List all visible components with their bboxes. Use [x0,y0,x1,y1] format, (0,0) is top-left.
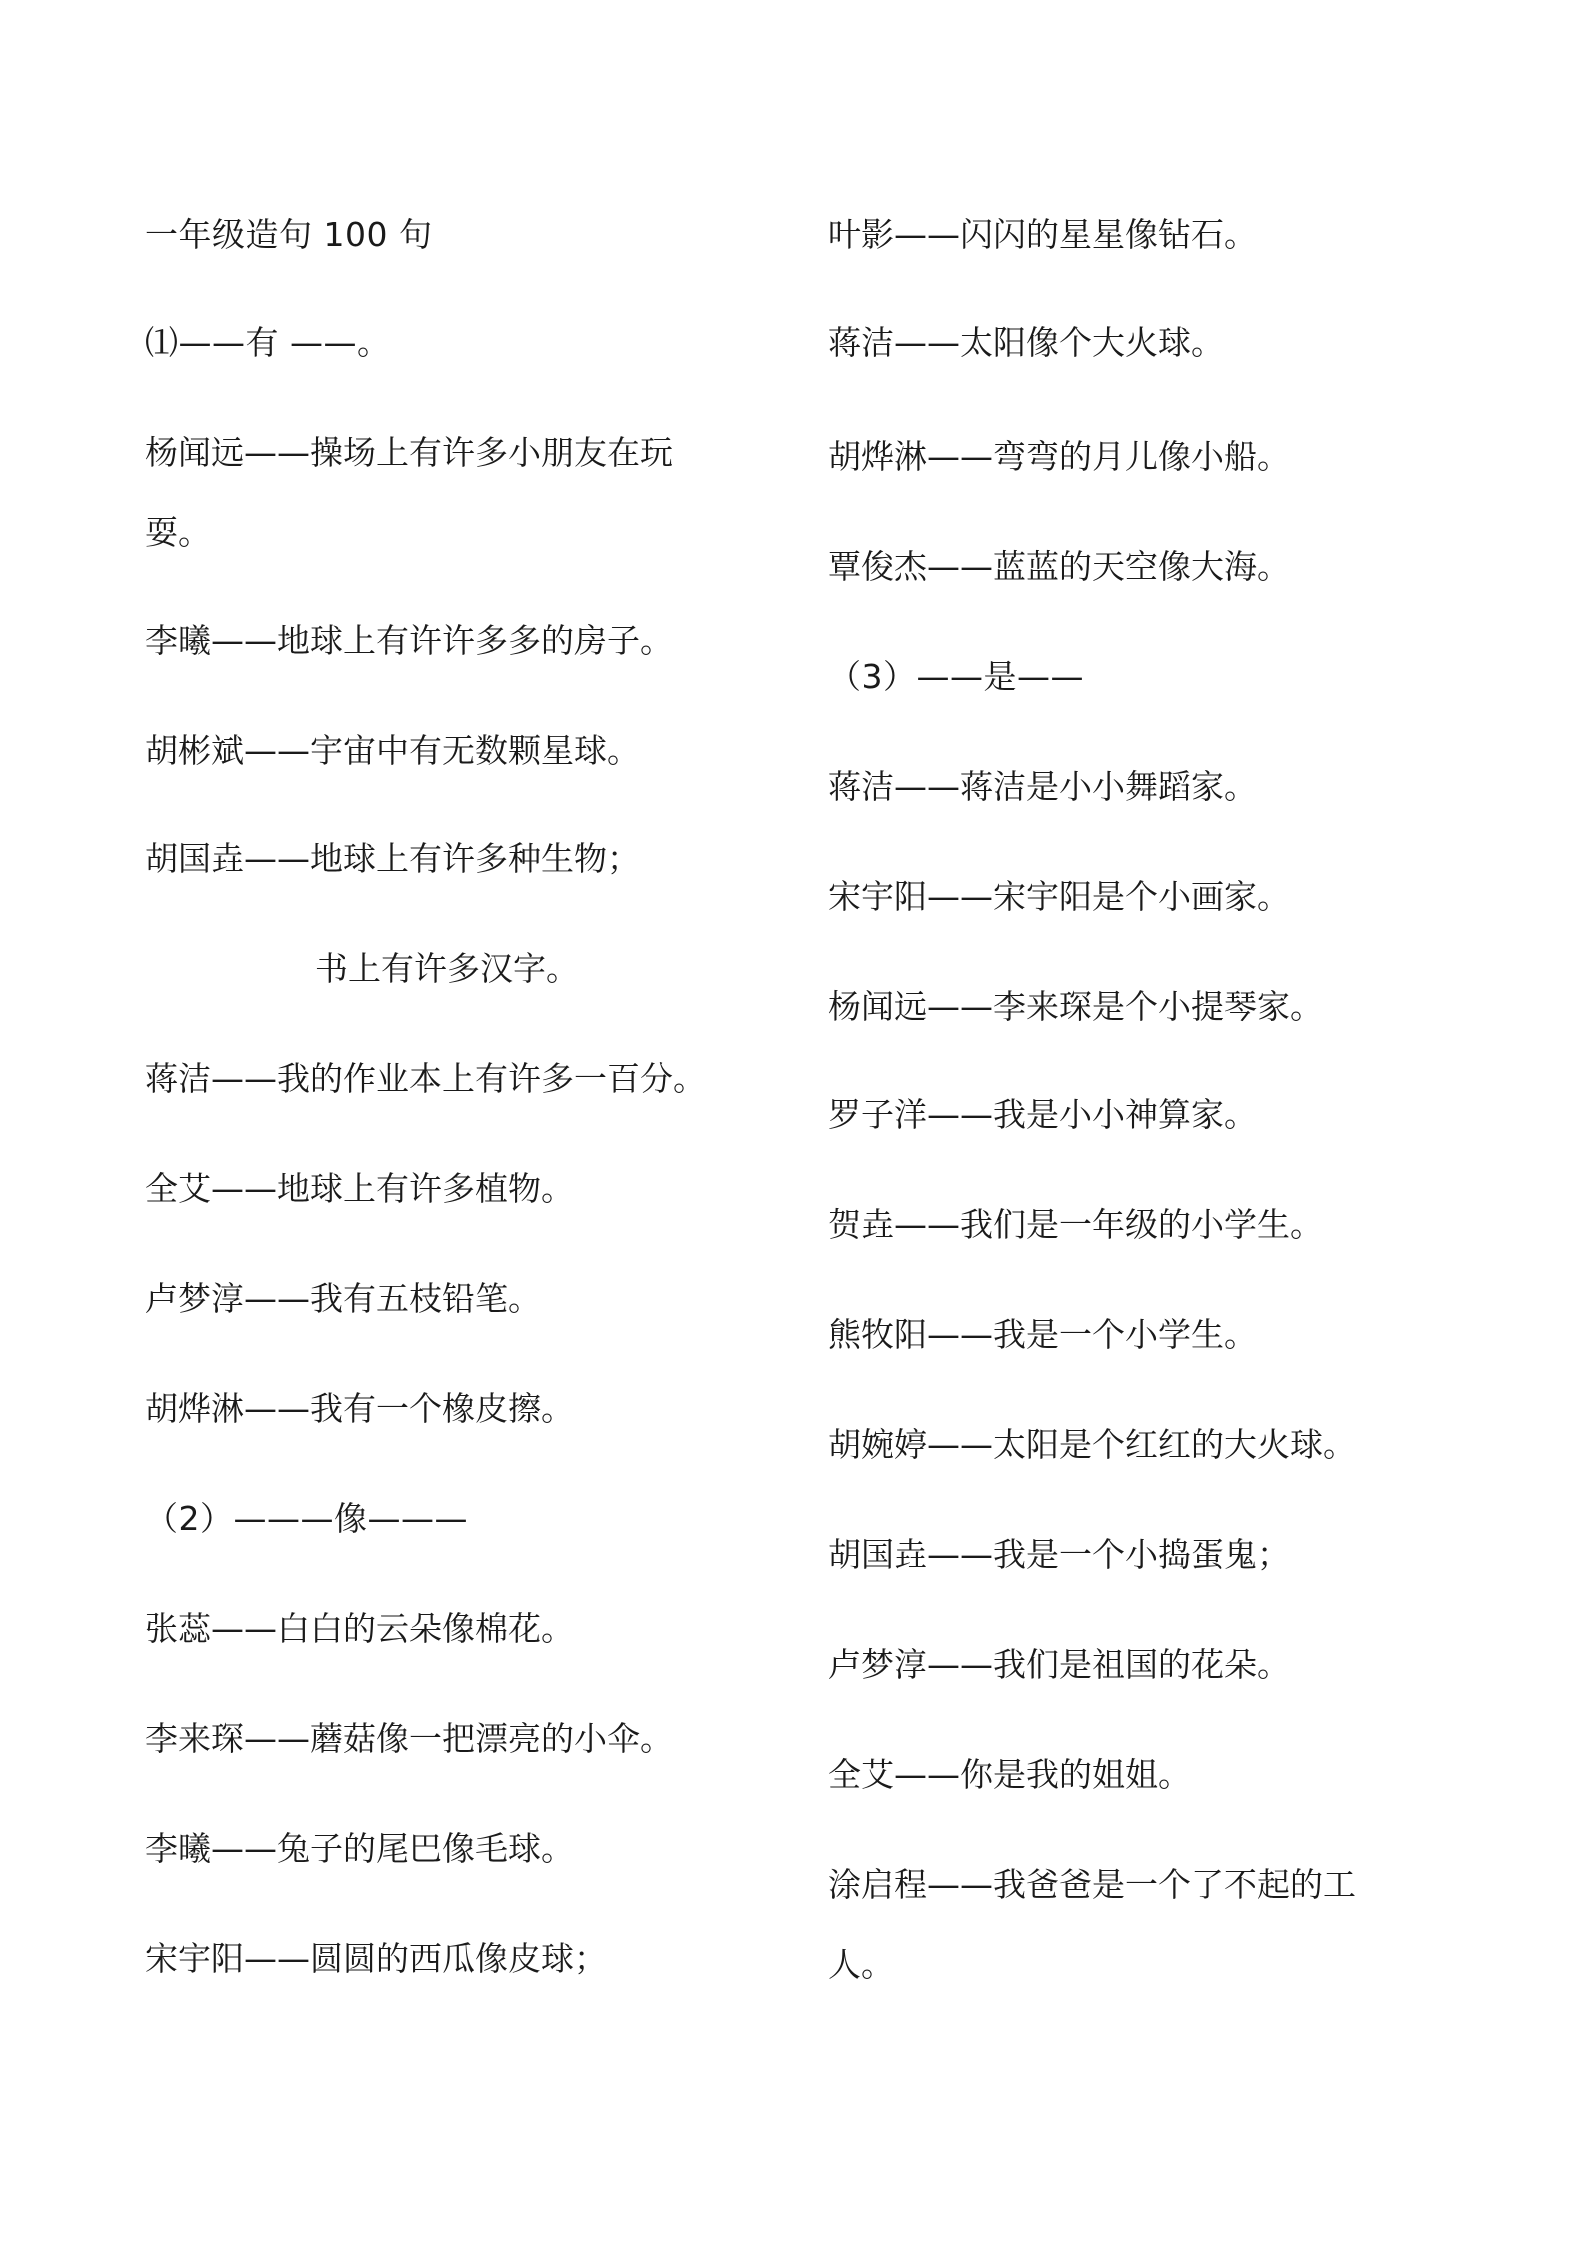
sentence-line: 涂启程——我爸爸是一个了不起的工 [828,1865,1356,1904]
sentence-line: 胡国垚——地球上有许多种生物； [145,839,640,878]
section-heading-1: ⑴——有 ——。 [145,323,391,362]
sentence-line: 杨闻远——操场上有许多小朋友在玩 [145,433,673,472]
sentence-line: 胡烨淋——弯弯的月儿像小船。 [828,437,1290,476]
sentence-line: 杨闻远——李来琛是个小提琴家。 [828,987,1323,1026]
sentence-line: 宋宇阳——宋宇阳是个小画家。 [828,877,1290,916]
sentence-line: 胡彬斌——宇宙中有无数颗星球。 [145,731,640,770]
sentence-line-indented: 书上有许多汉字。 [315,949,579,988]
sentence-line: 全艾——地球上有许多植物。 [145,1169,574,1208]
sentence-line: 宋宇阳——圆圆的西瓜像皮球； [145,1939,607,1978]
sentence-line: 蒋洁——蒋洁是小小舞蹈家。 [828,767,1257,806]
section-heading-2: （2）———像——— [145,1499,468,1538]
right-column [828,212,1428,1988]
sentence-line: 覃俊杰——蓝蓝的天空像大海。 [828,547,1290,586]
sentence-line: 卢梦淳——我们是祖国的花朵。 [828,1645,1290,1684]
sentence-line: 李曦——兔子的尾巴像毛球。 [145,1829,574,1868]
sentence-line: 胡国垚——我是一个小捣蛋鬼； [828,1535,1290,1574]
sentence-line: 李曦——地球上有许许多多的房子。 [145,621,673,660]
sentence-line: 罗子洋——我是小小神算家。 [828,1095,1257,1134]
sentence-line: 叶影——闪闪的星星像钻石。 [828,215,1257,254]
sentence-line: 蒋洁——太阳像个大火球。 [828,323,1224,362]
sentence-line: 蒋洁——我的作业本上有许多一百分。 [145,1059,706,1098]
sentence-line: 张蕊——白白的云朵像棉花。 [145,1609,574,1648]
document-title: 一年级造句 100 句 [145,215,433,254]
sentence-line: 胡婉婷——太阳是个红红的大火球。 [828,1425,1356,1464]
sentence-line: 李来琛——蘑菇像一把漂亮的小伞。 [145,1719,673,1758]
sentence-line: 全艾——你是我的姐姐。 [828,1755,1191,1794]
sentence-line-continuation: 人。 [828,1945,894,1984]
sentence-line-continuation: 耍。 [145,513,211,552]
sentence-line: 胡烨淋——我有一个橡皮擦。 [145,1389,574,1428]
sentence-line: 卢梦淳——我有五枝铅笔。 [145,1279,541,1318]
sentence-line: 熊牧阳——我是一个小学生。 [828,1315,1257,1354]
left-column [145,212,745,1982]
section-heading-3: （3）——是—— [828,657,1084,696]
sentence-line: 贺垚——我们是一年级的小学生。 [828,1205,1323,1244]
